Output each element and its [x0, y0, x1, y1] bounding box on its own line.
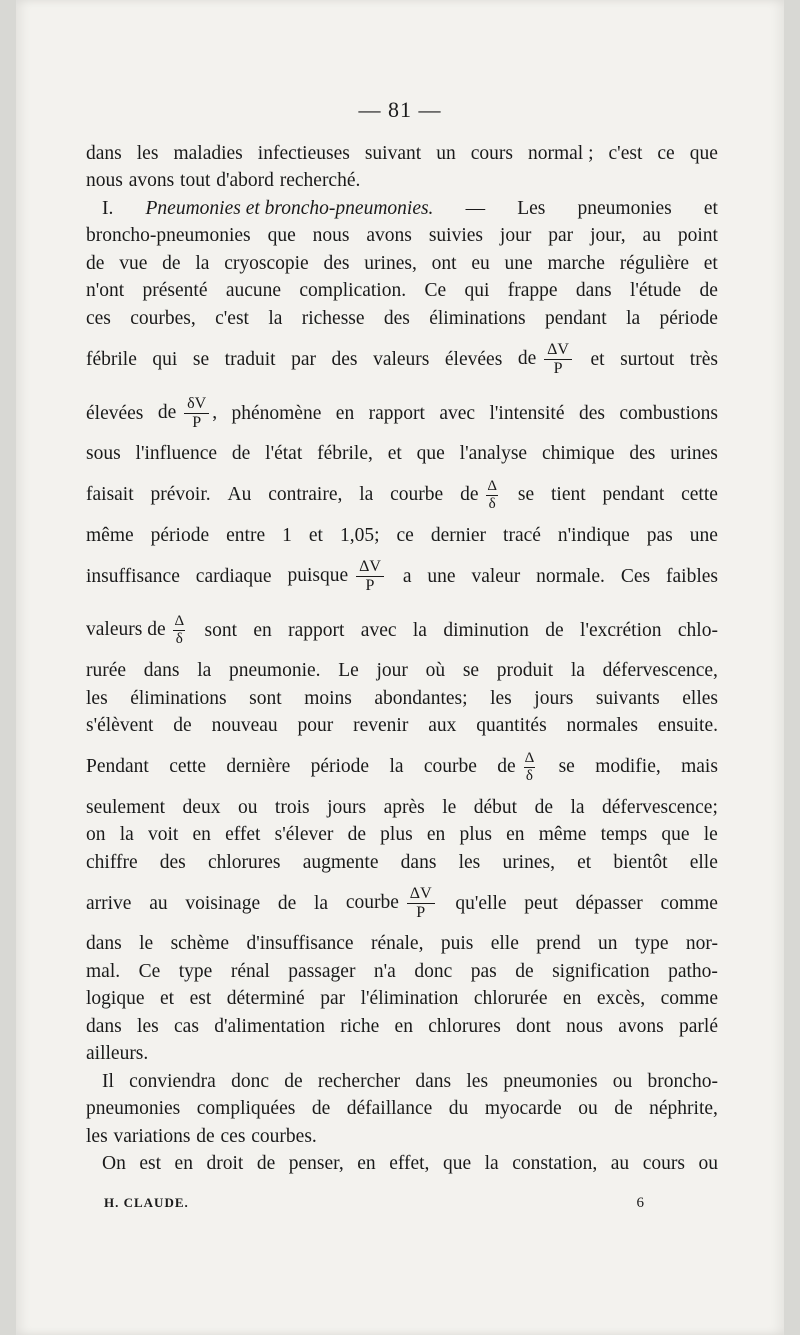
author-signature: H. CLAUDE.	[104, 1195, 189, 1210]
text-line: faisait prévoir. Au contraire, la courbe de $\frac{\Delta}{\delta}$ se tient pendant cette	[86, 477, 718, 512]
text-line: on la voit en effet s'élever de plus en plus en même temps que le	[86, 824, 718, 846]
text-line: ailleurs.	[86, 1043, 149, 1065]
page-footer	[104, 1195, 644, 1212]
text-line: On est en droit de penser, en effet, que la constation, au cours ou	[102, 1153, 718, 1175]
text-line: Il conviendra donc de rechercher dans les pneumonies ou broncho-	[102, 1070, 718, 1092]
text-line: de vue de la cryoscopie des urines, ont eu une marche régulière et	[86, 252, 718, 274]
text-line: même période entre 1 et 1,05; ce dernier tracé n'indique pas une	[86, 524, 718, 546]
section-title: Pneumonies et broncho-pneumonies.	[145, 197, 434, 219]
signature-mark: 6	[636, 1195, 644, 1211]
fraction-delta-over-delta: $\frac{\Delta}{\delta}$	[174, 613, 185, 647]
text-line: chiffre des chlorures augmente dans les urines, et bientôt elle	[86, 851, 718, 873]
fraction-delta-over-delta: $\frac{\Delta}{\delta}$	[524, 749, 535, 784]
text-line: nous avons tout d'abord recherché.	[86, 170, 361, 192]
fraction-delta-over-delta: $\frac{\Delta}{\delta}$	[487, 477, 498, 512]
text-line: les variations de ces courbes.	[86, 1125, 317, 1147]
text-line: dans les maladies infectieuses suivant un cours normal ; c'est ce que	[86, 142, 718, 164]
text-line: s'élèvent de nouveau pour revenir aux quantités normales ensuite.	[86, 715, 718, 737]
text-line: dans les cas d'alimentation riche en chlorures dont nous avons parlé	[86, 1015, 718, 1037]
text-line: Pendant cette dernière période la courbe de $\frac{\Delta}{\delta}$ se modifie, mais	[86, 749, 718, 784]
text-line: dans le schème d'insuffisance rénale, puis elle prend un type nor-	[86, 933, 718, 955]
text-line: insuffisance cardiaque puisque $\frac{\Delta V}{P}$ a une valeur normale. Ces faibles	[86, 558, 718, 594]
text-line: ces courbes, c'est la richesse des éliminations pendant la période	[86, 307, 718, 329]
text-line: seulement deux ou trois jours après le début de la défervescence;	[86, 796, 718, 818]
text-line: rurée dans la pneumonie. Le jour où se produit la défervescence,	[86, 660, 718, 682]
text-line: arrive au voisinage de la courbe $\frac{\Delta V}{P}$ qu'elle peut dépasser comme	[86, 885, 718, 921]
text-line: les éliminations sont moins abondantes; les jours suivants elles	[86, 687, 718, 709]
text-line: élevées de $\frac{\delta V}{P}$ , phénomène en rapport avec l'intensité des combustions	[86, 395, 718, 431]
fraction-delta-v-over-p: $\frac{\Delta V}{P}$	[544, 342, 572, 377]
text-line: fébrile qui se traduit par des valeurs élevées de $\frac{\Delta V}{P}$ et surtout très	[86, 341, 718, 377]
text-line: valeurs de $\frac{\Delta}{\delta}$ sont en rapport avec la diminution de l'excrétion chlo-	[86, 613, 718, 647]
text-line: mal. Ce type rénal passager n'a donc pas de signification patho-	[86, 960, 718, 982]
fraction-delta-v-over-p: $\frac{\Delta V}{P}$	[407, 886, 435, 921]
fraction-delta-v-over-p: $\frac{\Delta V}{P}$	[356, 559, 384, 594]
text-line: logique et est déterminé par l'élimination chlorurée en excès, comme	[86, 988, 718, 1010]
text-line: sous l'influence de l'état fébrile, et que l'analyse chimique des urines	[86, 443, 718, 465]
text-line: n'ont présenté aucune complication. Ce qui frappe dans l'étude de	[86, 280, 718, 302]
section-heading-line: I. Pneumonies et broncho-pneumonies. — Les pneumonies et	[102, 197, 718, 219]
text-line: broncho-pneumonies que nous avons suivies jour par jour, au point	[86, 225, 718, 247]
body-text	[86, 140, 718, 1178]
page-number: — 81 —	[358, 97, 442, 122]
text-line: pneumonies compliquées de défaillance du myocarde ou de néphrite,	[86, 1098, 718, 1120]
fraction-small-delta-v-over-p: $\frac{\delta V}{P}$	[184, 396, 209, 431]
